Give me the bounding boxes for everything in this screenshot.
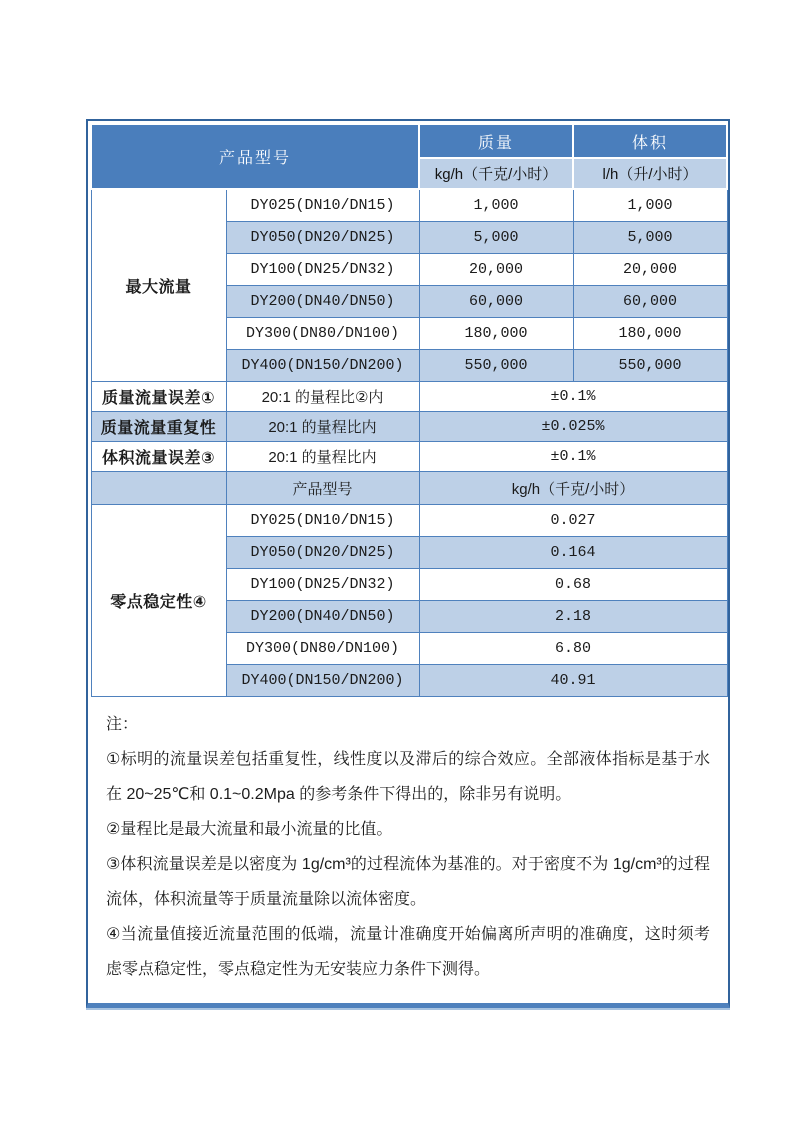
- zero-value-cell: 0.164: [419, 537, 727, 569]
- mass-value-cell: 20,000: [419, 254, 573, 286]
- header-mass-unit: kg/h（千克/小时）: [419, 158, 573, 189]
- mid-header-row: [91, 472, 727, 505]
- model-cell: DY050(DN20/DN25): [226, 222, 419, 254]
- model-cell: DY300(DN80/DN100): [226, 633, 419, 665]
- model-cell: DY300(DN80/DN100): [226, 318, 419, 350]
- notes-section: [90, 697, 726, 1001]
- volume-value-cell: 1,000: [573, 189, 727, 222]
- model-cell: DY025(DN10/DN15): [226, 505, 419, 537]
- model-cell: DY400(DN150/DN200): [226, 350, 419, 382]
- spec-value: ±0.1%: [419, 442, 727, 472]
- table-row: [91, 442, 727, 472]
- mass-value-cell: 1,000: [419, 189, 573, 222]
- zero-value-cell: 0.027: [419, 505, 727, 537]
- note-item-2: ②量程比是最大流量和最小流量的比值。: [106, 821, 393, 838]
- header-mass: 质量: [419, 124, 573, 158]
- spec-condition: 20:1 的量程比内: [226, 412, 419, 442]
- mid-header-unit: kg/h（千克/小时）: [419, 472, 727, 505]
- row-label-zero-stability: 零点稳定性④: [91, 505, 226, 697]
- spec-condition: 20:1 的量程比②内: [226, 382, 419, 412]
- volume-value-cell: 550,000: [573, 350, 727, 382]
- header-row-1: [91, 124, 727, 158]
- zero-value-cell: 2.18: [419, 601, 727, 633]
- model-cell: DY025(DN10/DN15): [226, 189, 419, 222]
- header-volume: 体积: [573, 124, 727, 158]
- table-row: [91, 412, 727, 442]
- mid-header-empty-cell: [91, 472, 226, 505]
- spec-label: 体积流量误差③: [91, 442, 226, 472]
- zero-value-cell: 0.68: [419, 569, 727, 601]
- table-row: [91, 505, 727, 537]
- model-cell: DY100(DN25/DN32): [226, 569, 419, 601]
- note-item-1: ①标明的流量误差包括重复性，线性度以及滞后的综合效应。全部液体指标是基于水在 20~25℃和 0.1~0.2Mpa 的参考条件下得出的，除非另有说明。: [106, 751, 710, 803]
- mass-value-cell: 180,000: [419, 318, 573, 350]
- model-cell: DY100(DN25/DN32): [226, 254, 419, 286]
- spec-value: ±0.1%: [419, 382, 727, 412]
- table-row: [91, 382, 727, 412]
- zero-value-cell: 6.80: [419, 633, 727, 665]
- spec-label: 质量流量重复性: [91, 412, 226, 442]
- zero-value-cell: 40.91: [419, 665, 727, 697]
- model-cell: DY050(DN20/DN25): [226, 537, 419, 569]
- spec-value: ±0.025%: [419, 412, 727, 442]
- volume-value-cell: 5,000: [573, 222, 727, 254]
- header-product-model: 产品型号: [91, 124, 419, 189]
- model-cell: DY200(DN40/DN50): [226, 601, 419, 633]
- spec-table-frame: [86, 119, 730, 1008]
- mass-value-cell: 5,000: [419, 222, 573, 254]
- note-item-3: ③体积流量误差是以密度为 1g/cm³的过程流体为基准的。对于密度不为 1g/cm³的过程流体，体积流量等于质量流量除以流体密度。: [106, 856, 710, 908]
- volume-value-cell: 180,000: [573, 318, 727, 350]
- spec-condition: 20:1 的量程比内: [226, 442, 419, 472]
- volume-value-cell: 60,000: [573, 286, 727, 318]
- mass-value-cell: 60,000: [419, 286, 573, 318]
- header-volume-unit: l/h（升/小时）: [573, 158, 727, 189]
- table-row: [91, 189, 727, 222]
- mid-header-product-model: 产品型号: [226, 472, 419, 505]
- spec-label: 质量流量误差①: [91, 382, 226, 412]
- spec-table: [90, 123, 728, 697]
- model-cell: DY400(DN150/DN200): [226, 665, 419, 697]
- notes-title: 注：: [106, 716, 139, 733]
- volume-value-cell: 20,000: [573, 254, 727, 286]
- model-cell: DY200(DN40/DN50): [226, 286, 419, 318]
- row-label-max-flow: 最大流量: [91, 189, 226, 382]
- mass-value-cell: 550,000: [419, 350, 573, 382]
- note-item-4: ④当流量值接近流量范围的低端，流量计准确度开始偏离所声明的准确度，这时须考虑零点稳定性，零点稳定性为无安装应力条件下测得。: [106, 926, 710, 978]
